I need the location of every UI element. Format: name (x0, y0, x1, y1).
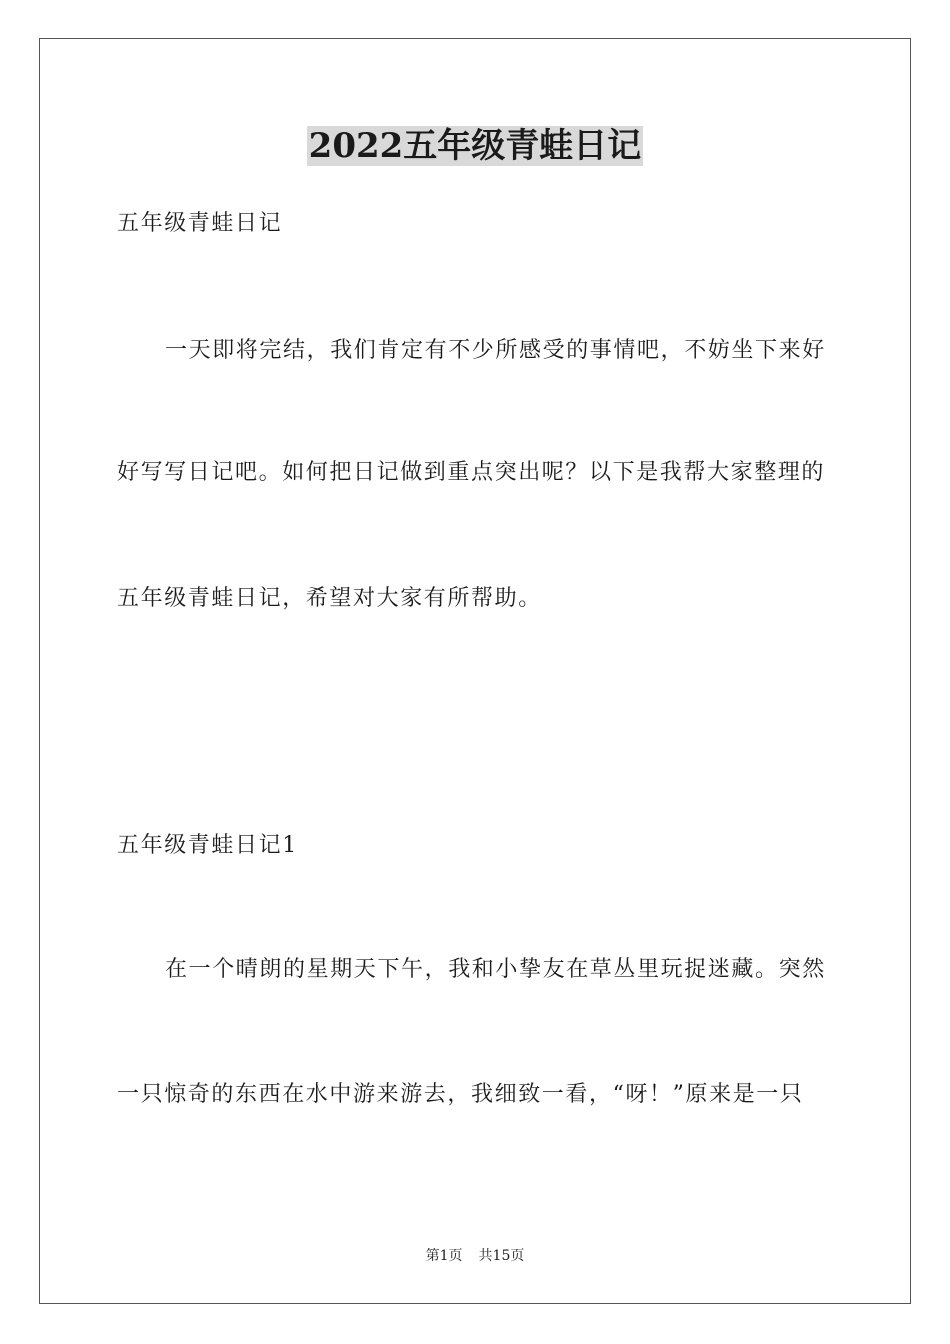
section-heading: 五年级青蛙日记1 (117, 833, 298, 858)
paragraph-line: 五年级青蛙日记，希望对大家有所帮助。 (117, 586, 542, 611)
paragraph-line: 一天即将完结，我们肯定有不少所感受的事情吧，不妨坐下来好 (165, 338, 826, 363)
paragraph-line: 一只惊奇的东西在水中游来游去，我细致一看，“呀！”原来是一只 (117, 1082, 804, 1107)
paragraph-line: 在一个晴朗的星期天下午，我和小挚友在草丛里玩捉迷藏。突然 (165, 957, 826, 982)
page-number-current: 第1页 (425, 1248, 463, 1264)
page-footer (0, 1246, 950, 1266)
paragraph-line: 好写写日记吧。如何把日记做到重点突出呢？以下是我帮大家整理的 (117, 460, 826, 485)
document-title (0, 123, 950, 169)
section-heading: 五年级青蛙日记 (117, 211, 283, 236)
document-title-text: 2022五年级青蛙日记 (308, 126, 642, 166)
page-number-total: 共15页 (478, 1248, 525, 1264)
